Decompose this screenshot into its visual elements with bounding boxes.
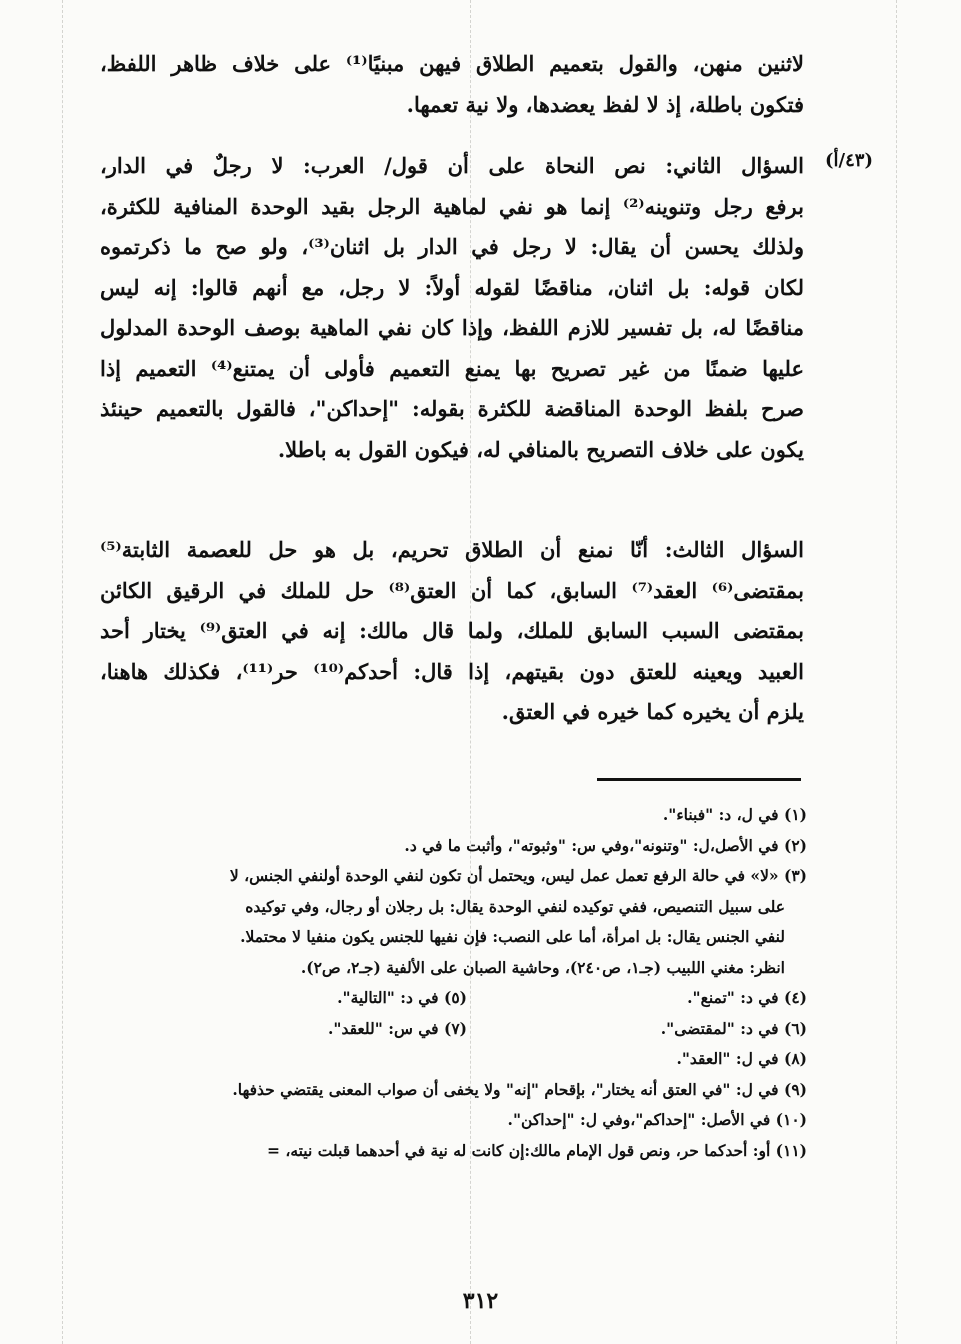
text-line: فتكون باطلة، إذ لا لفظ يعضدها، ولا نية تعمها.	[406, 91, 804, 117]
page-number: ٣١٢	[462, 1288, 499, 1314]
text-line	[100, 146, 804, 187]
paragraph-3	[100, 530, 804, 733]
text-line: يكون على خلاف التصريح بالمنافي له، فيكون القول به باطلا.	[277, 436, 804, 462]
footnote: (١١) أو: أحدكما حر، ونص قول الإمام مالك:إن كانت له نية في أحدهما قبلت نيته، =	[266, 1140, 807, 1160]
text-line: بمقتضى السبب السابق للملك، ولما قال مالك: إنه في العتق⁽⁹⁾ يختار أحد	[100, 618, 804, 643]
footnote-pair	[100, 1014, 807, 1045]
text-line: عليها ضمنًا من غير تصريح بها يمنع التعميم فأولى أن يمتنع⁽⁴⁾ التعميم إذا	[100, 355, 804, 381]
footnote: (٨) في ل: "العقد".	[676, 1049, 807, 1068]
footnote: (٦) في د: "لمقتضى".	[660, 1018, 807, 1038]
footnote: (٢) في الأصل،ل: "وتنونه"،وفي س: "وثبوته"، وأثبت ما في د.	[404, 835, 807, 855]
footnote: (١) في ل، د: "فبناء".	[662, 805, 807, 824]
footnote: (٧) في س: "للعقد".	[327, 1018, 467, 1038]
scan-guide-line	[896, 0, 897, 1344]
footnote: (٣) «لا» في حالة الرفع تعمل عمل ليس، ويحتمل أن تكون لنفي الوحدة أولنفي الجنس، لا	[229, 866, 807, 885]
footnote-pair	[100, 983, 807, 1014]
footnote-continuation: لنفي الجنس يقال: بل امرأة، أما على النصب: فإن نفيها للجنس يكون منفيا لا محتملا.	[240, 927, 785, 946]
paragraph-1	[100, 44, 804, 125]
text-line: برفع رجل وتنوينه⁽²⁾ إنما هو نفي لماهية الرجل بقيد الوحدة المنافية للكثرة،	[100, 193, 804, 219]
footnote: (٥) في د: "التالية".	[337, 988, 467, 1007]
text-line: السؤال الثالث: أنّا نمنع أن الطلاق تحريم، بل هو حل للعصمة الثابتة⁽⁵⁾	[100, 537, 804, 562]
text-line: ولذلك يحسن أن يقال: لا رجل في الدار بل اثنان⁽³⁾، ولو صح ما ذكرتموه	[100, 234, 804, 259]
text-line: صرح بلفظ الوحدة المناقضة للكثرة بقوله: "إحداكن"، فالقول بالتعميم حينئذ	[100, 396, 804, 421]
text-line: بمقتضى⁽⁶⁾ العقد⁽⁷⁾ السابق، كما أن العتق⁽⁸⁾ حل للملك في الرقيق الكائن	[100, 577, 804, 603]
footnote-continuation: على سبيل التنصيص، ففي توكيده لنفي الوحدة يقال: بل رجلان أو رجال، وفي توكيده	[245, 896, 785, 916]
text-line: لاثنين منهن، والقول بتعميم الطلاق فيهن مبنيًا⁽¹⁾ على خلاف ظاهر اللفظ،	[100, 51, 804, 76]
text-line: مناقضًا له، بل تفسير للازم اللفظ، وإذا كان نفي الماهية بوصف الوحدة المدلول	[100, 315, 804, 340]
footnotes	[100, 800, 807, 1166]
text-line: لكان قوله: بل اثنان، مناقضًا لقوله أولاً: لا رجل، مع أنهم قالوا: إنه ليس	[100, 274, 804, 300]
scan-guide-line	[62, 0, 63, 1344]
text-segment: نص النحاة على أن قول/ العرب: لا رجلٌ في الدار،	[100, 153, 646, 178]
text-line: يلزم أن يخيره كما خيره في العتق.	[501, 699, 804, 724]
footnote-separator	[597, 778, 801, 781]
paragraph-2	[100, 146, 804, 470]
footnote: (٩) في ل: "في العتق أنه يختار"، بإقحام "إنه" ولا يخفى أن صواب المعنى يقتضي حذفها.	[232, 1079, 807, 1099]
text-line: العبيد ويعينه للعتق دون بقيتهم، إذا قال: أحدكم⁽¹⁰⁾ حر⁽¹¹⁾، فكذلك هاهنا،	[100, 658, 804, 684]
footnote: (١٠) في الأصل: "إحداكم"،وفي ل: "إحداكن".	[507, 1110, 807, 1129]
footnote: (٤) في د: "تمنع".	[687, 988, 807, 1007]
folio-marker: (٤٣/أ)	[825, 150, 873, 171]
question-heading: السؤال الثاني:	[665, 153, 804, 178]
footnote-continuation: انظر: مغني اللبيب (جـ١، ص٢٤٠)، وحاشية الصبان على الألفية (جـ٢، ص٢).	[300, 957, 785, 977]
